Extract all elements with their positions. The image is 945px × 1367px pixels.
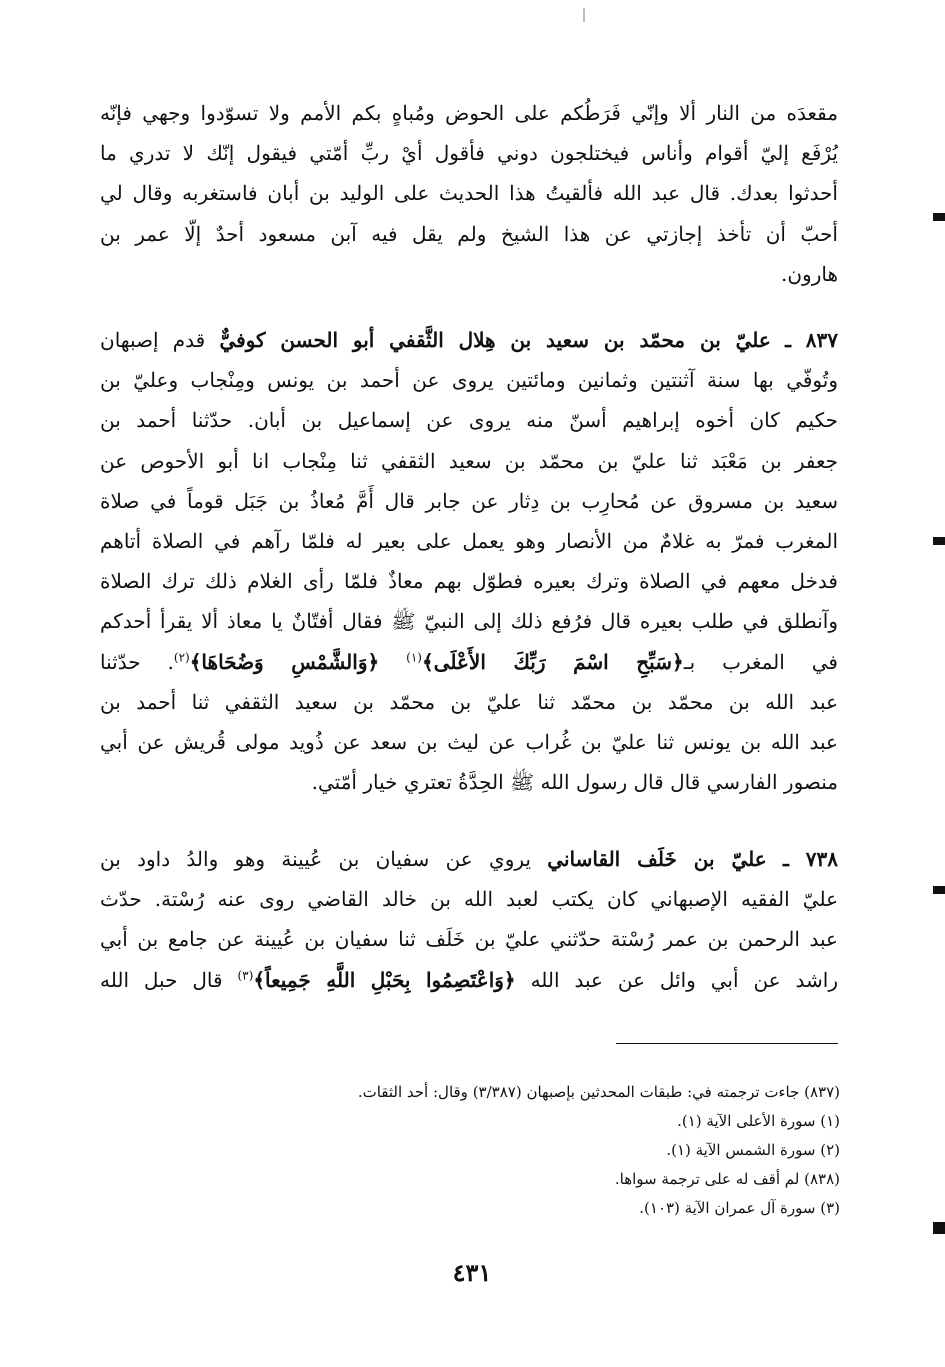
text-line: أحدثوا بعدك. قال عبد الله فألقيتُ هذا الحديث على الوليد بن أبان فاستغربه وقال لي	[100, 181, 838, 206]
text-line: جعفر بن مَعْبَد ثنا عليّ بن محمّد بن سعيد الثقفي ثنا مِنْجاب انا أبو الأحوص عن	[100, 448, 838, 473]
footnote-ref: (٣)	[237, 967, 254, 982]
text-line: منصور الفارسي قال قال رسول الله ﷺ الحِدَّةُ تعتري خيار أمّتي.	[311, 770, 838, 795]
entry-heading-line	[100, 320, 838, 360]
entry-number: ٨٣٧ ـ	[785, 328, 838, 352]
text-span: يروي عن سفيان بن عُيينة وهو والدُ داود بن	[100, 847, 531, 871]
footnote: (٨٣٨) لم أقف له على ترجمة سواها.	[614, 1170, 840, 1188]
entry-heading-line	[100, 839, 838, 879]
scan-edge-mark	[933, 213, 945, 221]
footnote: (٣) سورة آل عمران الآية (١٠٣).	[639, 1199, 840, 1217]
quran-line	[100, 960, 838, 1000]
entry-837	[100, 320, 838, 802]
text-line: يُرْفَع إليّ أقوام وأناس فيختلجون دوني فأقول أيْ ربِّ أمّتي فيقول إنّك لا تدري ما	[100, 141, 838, 166]
footnote-ref: (٢)	[173, 649, 190, 664]
entry-number: ٧٣٨ ـ	[783, 847, 838, 871]
text-line: وتُوفّي بها سنة آثنتين وثمانين ومائتين يروى عن أحمد بن يونس ومِنْجاب وعليّ بن	[100, 368, 838, 393]
quran-verse: ﴿وَاعْتَصِمُوا بِحَبْلِ اللَّهِ جَمِيعاً﴾	[253, 967, 516, 992]
footnote-separator	[616, 1043, 838, 1044]
text-line: وآنطلق في طلب بعيره قال فرُفع ذلك إلى النبيّ ﷺ فقال أفتّانٌ يا معاذ ألا يقرأ أحدكم	[100, 609, 838, 634]
text-line: حكيم كان أخوه إبراهيم أسنّ منه يروى عن إسماعيل بن أبان. حدّثنا أحمد بن	[100, 408, 838, 433]
text-line: عبد الله بن محمّد بن محمّد ثنا عليّ بن محمّد بن سعيد الثقفي ثنا أحمد بن	[100, 689, 838, 714]
text-line: مقعدَه من النار ألا وإنّي فَرَطُكم على الحوض ومُباهٍ بكم الأمم ولا تسوّدوا وجهي فإنّه	[100, 101, 838, 125]
footnotes	[240, 1078, 840, 1223]
paragraph-continuation	[100, 93, 838, 294]
text-line: عبد الرحمن بن عمر رُسْتة حدّثني عليّ بن خَلَف ثنا سفيان بن عُيينة عن جامع بن أبي	[100, 927, 838, 952]
text-span: . حدّثنا	[100, 649, 174, 674]
footnote-ref: (١)	[406, 649, 422, 664]
text-line: عليّ الفقيه الإصبهاني كان يكتب لعبد الله بن خالد القاضي روى عنه رُسْتة. حدّث	[100, 887, 838, 912]
quran-verse: ﴿وَالشَّمْسِ وَضُحَاهَا﴾	[189, 649, 380, 674]
text-span: قدم إصبهان	[100, 328, 206, 352]
entry-name: عليّ بن محمّد بن سعيد بن هِلال الثَّقفي أبو الحسن كوفيٌّ	[219, 328, 771, 352]
entry-name: عليّ بن خَلَف القاساني	[547, 847, 767, 871]
text-line: أحبّ أن تأخذ إجازتي عن هذا الشيخ ولم يقل فيه آبن مسعود أحدٌ إلّا عمر بن	[100, 221, 838, 246]
text-line: المغرب فمرّ به غلامٌ من الأنصار وهو يعمل على بعير له فلمّا رآهم في الصلاة أتاهم	[100, 528, 838, 553]
entry-738	[100, 839, 838, 1000]
scan-edge-mark	[933, 886, 945, 894]
text-line: سعيد بن مسروق عن مُحارِب بن دِثار عن جابر قال أَمَّ مُعاذُ بن جَبَل قوماً في صلاة	[100, 488, 838, 513]
quran-verse: ﴿سَبِّحِ اسْمَ رَبِّكَ الأَعْلَى﴾	[421, 649, 684, 674]
text-span: قال حبل الله	[100, 967, 223, 992]
scan-tick-mark	[583, 8, 585, 22]
scan-edge-mark	[933, 1222, 945, 1234]
text-line: هارون.	[780, 261, 838, 286]
footnote: (٨٣٧) جاءت ترجمته في: طبقات المحدثين بإصبهان (٣/٣٨٧) وقال: أحد الثقات.	[357, 1083, 840, 1101]
footnote: (٢) سورة الشمس الآية (١).	[666, 1141, 840, 1159]
quran-line	[100, 642, 838, 682]
text-span: في المغرب بـ	[683, 649, 838, 674]
scan-edge-mark	[933, 537, 945, 545]
text-line: عبد الله بن يونس ثنا عليّ بن غُراب عن ليث بن سعد عن ذُويد مولى قُريش عن أبي	[100, 729, 838, 754]
footnote: (١) سورة الأعلى الآية (١).	[677, 1112, 840, 1130]
text-span: راشد عن أبي وائل عن عبد الله	[530, 967, 838, 992]
page-number: ٤٣١	[452, 1258, 492, 1287]
text-line: فدخل معهم في الصلاة وترك بعيره فطوّل بهم معاذٌ فلمّا رأى الغلام ذلك ترك الصلاة	[100, 569, 838, 594]
